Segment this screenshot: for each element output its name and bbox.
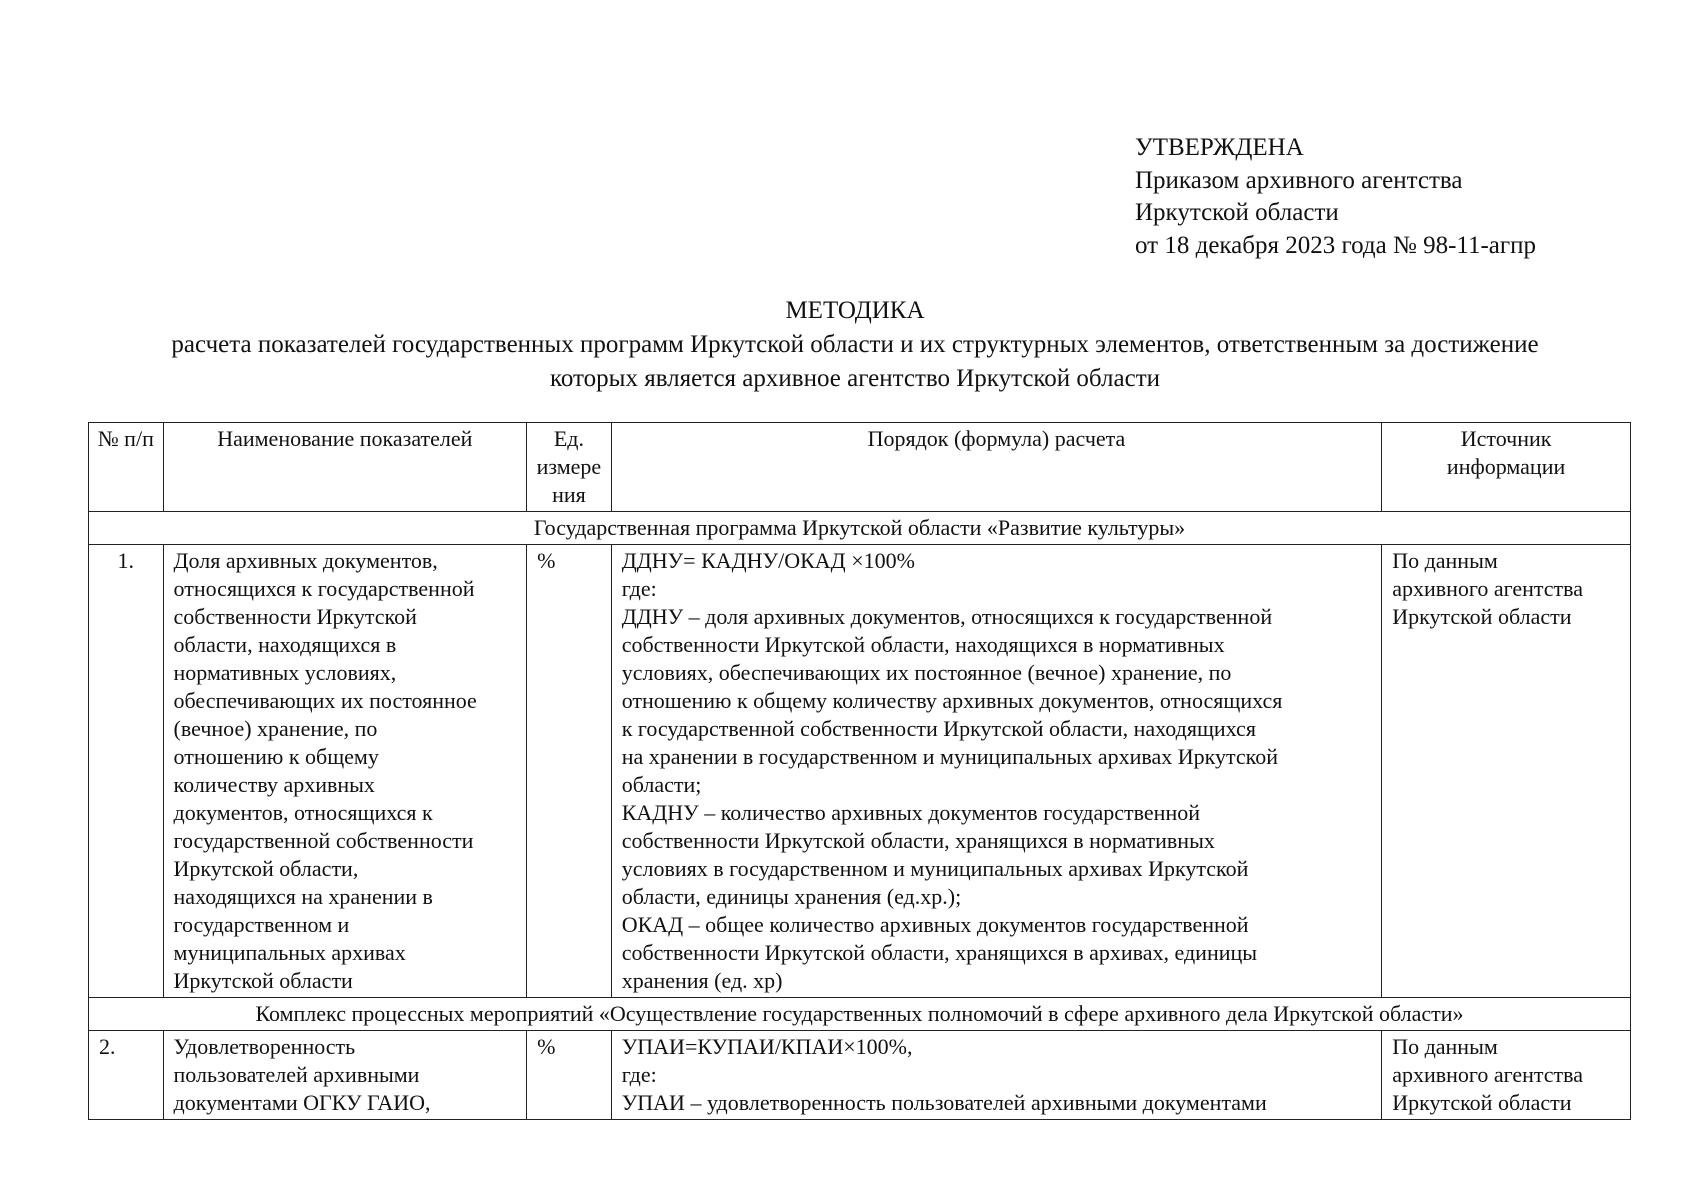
text-line: УПАИ=КУПАИ/КПАИ×100%,: [621, 1034, 913, 1059]
row1-source: [1382, 545, 1631, 998]
text-line: хранения (ед. хр): [621, 968, 783, 993]
title-subtitle-line-1: расчета показателей государственных программ Иркутской области и их структурных элементов, ответственным за достижение: [171, 331, 1539, 358]
header-unit-line-2: измере: [536, 454, 602, 479]
approval-line-2: Приказом архивного агентства: [1135, 166, 1463, 194]
text-line: Удовлетворенность: [173, 1034, 356, 1059]
text-line: обеспечивающих их постоянное: [173, 688, 477, 713]
row1-num: 1.: [89, 545, 164, 998]
text-line: количеству архивных: [173, 772, 375, 797]
text-line: ДДНУ= КАДНУ/ОКАД ×100%: [621, 548, 915, 573]
text-line: отношению к общему количеству архивных документов, относящихся: [621, 688, 1283, 713]
text-line: нормативных условиях,: [173, 660, 397, 685]
text-line: УПАИ – удовлетворенность пользователей архивными документами: [621, 1090, 1267, 1115]
table-header-row: [89, 423, 1631, 512]
text-line: где:: [621, 1062, 657, 1087]
text-line: к государственной собственности Иркутской области, находящихся: [621, 716, 1256, 741]
document-title: [60, 294, 1650, 396]
text-line: архивного агентства: [1392, 576, 1584, 601]
text-line: архивного агентства: [1392, 1062, 1584, 1087]
section-row-1: [89, 512, 1631, 545]
row1-name: [163, 545, 527, 998]
table-row: [89, 1031, 1631, 1120]
row2-name: [163, 1031, 527, 1120]
text-line: пользователей архивными: [173, 1062, 420, 1087]
header-source: [1382, 423, 1631, 512]
section-title-1: Государственная программа Иркутской области «Развитие культуры»: [89, 512, 1631, 545]
text-line: собственности Иркутской области, хранящихся в архивах, единицы: [621, 940, 1258, 965]
header-formula: Порядок (формула) расчета: [611, 423, 1381, 512]
header-num: № п/п: [89, 423, 164, 512]
title-heading: МЕТОДИКА: [785, 297, 925, 324]
text-line: где:: [621, 576, 657, 601]
text-line: КАДНУ – количество архивных документов государственной: [621, 800, 1200, 825]
section-row-2: [89, 998, 1631, 1031]
header-source-line-2: информации: [1446, 454, 1566, 479]
text-line: (вечное) хранение, по: [173, 716, 378, 741]
text-line: Иркутской области: [1392, 604, 1572, 629]
text-line: условиях, обеспечивающих их постоянное (вечное) хранение, по: [621, 660, 1232, 685]
text-line: По данным: [1392, 548, 1498, 573]
title-subtitle-line-2: которых является архивное агентство Иркутской области: [550, 365, 1160, 392]
text-line: Иркутской области: [1392, 1090, 1572, 1115]
header-source-line-1: Источник: [1460, 426, 1552, 451]
text-line: отношению к общему: [173, 744, 379, 769]
text-line: государственной собственности: [173, 828, 474, 853]
section-title-2: Комплекс процессных мероприятий «Осуществление государственных полномочий в сфере архивного дела Иркутской области»: [89, 998, 1631, 1031]
row2-unit: %: [527, 1031, 612, 1120]
text-line: области, находящихся в: [173, 632, 397, 657]
row1-formula: [611, 545, 1381, 998]
row2-source: [1382, 1031, 1631, 1120]
text-line: документами ОГКУ ГАИО,: [173, 1090, 431, 1115]
row2-formula: [611, 1031, 1381, 1120]
indicators-table: [88, 422, 1631, 1120]
text-line: находящихся на хранении в: [173, 884, 433, 909]
row2-num: 2.: [89, 1031, 164, 1120]
text-line: собственности Иркутской: [173, 604, 417, 629]
text-line: условиях в государственном и муниципальных архивах Иркутской: [621, 856, 1249, 881]
approval-line-3: Иркутской области: [1135, 199, 1339, 226]
text-line: области, единицы хранения (ед.хр.);: [621, 884, 962, 909]
header-unit: [527, 423, 612, 512]
approval-stamp: [1135, 132, 1536, 262]
header-unit-line-1: Ед.: [553, 426, 584, 451]
text-line: области;: [621, 772, 702, 797]
text-line: государственном и: [173, 912, 350, 937]
text-line: относящихся к государственной: [173, 576, 475, 601]
text-line: По данным: [1392, 1034, 1498, 1059]
text-line: Иркутской области,: [173, 856, 359, 881]
text-line: муниципальных архивах: [173, 940, 406, 965]
text-line: на хранении в государственном и муниципальных архивах Иркутской: [621, 744, 1279, 769]
header-name: Наименование показателей: [163, 423, 527, 512]
approval-line-4: от 18 декабря 2023 года № 98-11-агпр: [1135, 231, 1537, 259]
row1-unit: %: [527, 545, 612, 998]
approval-line-1: УТВЕРЖДЕНА: [1135, 134, 1304, 161]
text-line: Доля архивных документов,: [173, 548, 438, 573]
text-line: собственности Иркутской области, хранящихся в нормативных: [621, 828, 1215, 853]
text-line: собственности Иркутской области, находящихся в нормативных: [621, 632, 1225, 657]
text-line: Иркутской области: [173, 968, 353, 993]
table-row: [89, 545, 1631, 998]
header-unit-line-3: ния: [552, 482, 586, 507]
text-line: ДДНУ – доля архивных документов, относящихся к государственной: [621, 604, 1273, 629]
text-line: ОКАД – общее количество архивных документов государственной: [621, 912, 1249, 937]
text-line: документов, относящихся к: [173, 800, 433, 825]
